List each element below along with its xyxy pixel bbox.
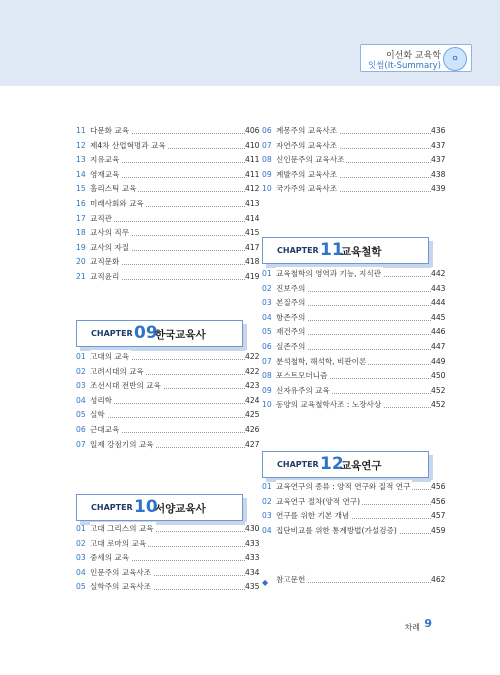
entry-number: 01: [262, 482, 272, 491]
toc-entry: [76, 270, 259, 285]
entry-title: 계발주의 교육사조: [276, 168, 339, 183]
entry-title: 제4차 산업혁명과 교육: [90, 139, 168, 154]
toc-entry: [76, 566, 259, 581]
entry-page: 438: [431, 168, 445, 183]
toc-entry: [76, 522, 259, 537]
entry-title: 진보주의: [276, 282, 307, 297]
entry-number: 07: [76, 439, 86, 449]
entry-page: 444: [431, 296, 445, 311]
entry-title: 홀리스틱 교육: [90, 182, 138, 197]
entry-number: 01: [76, 524, 86, 533]
entry-page: 412: [245, 182, 259, 197]
entry-number: 02: [262, 496, 272, 506]
entry-title: 고대의 교육: [90, 350, 131, 365]
entry-title: 분석철학, 해석학, 비판이론: [276, 355, 368, 370]
leader-dots: [90, 417, 245, 418]
entry-title: 연구를 위한 기본 개념: [276, 509, 351, 524]
toc-entry: [262, 495, 445, 510]
toc-entry: [76, 423, 259, 438]
toc-list-ch09: [76, 350, 259, 452]
entry-page: 417: [245, 241, 259, 256]
entry-number: 04: [76, 395, 86, 405]
entry-title: 자연주의 교육사조: [276, 139, 339, 154]
entry-title: 영재교육: [90, 168, 121, 183]
entry-number: 14: [76, 169, 86, 179]
entry-title: 실학주의 교육사조: [90, 580, 153, 595]
entry-title: 계몽주의 교육사조: [276, 124, 339, 139]
toc-entry: [76, 350, 259, 365]
entry-page: 430: [245, 522, 259, 537]
toc-entry: [76, 394, 259, 409]
toc-entry: [262, 124, 445, 139]
toc-entry: [76, 212, 259, 227]
chapter-11-header: CHAPTER 11 교육철학: [262, 237, 429, 264]
entry-page: 452: [431, 398, 445, 413]
entry-page: 410: [245, 139, 259, 154]
toc-entry: [76, 241, 259, 256]
entry-number: 06: [262, 341, 272, 351]
entry-number: 10: [262, 400, 272, 410]
toc-entry: [76, 580, 259, 595]
entry-title: 조선시대 전반의 교육: [90, 379, 163, 394]
entry-page: 446: [431, 325, 445, 340]
entry-number: 04: [262, 312, 272, 322]
entry-number: 05: [76, 410, 86, 420]
entry-number: 02: [76, 538, 86, 548]
entry-number: 16: [76, 198, 86, 208]
toc-entry: [262, 524, 445, 539]
entry-number: 10: [262, 184, 272, 194]
entry-title: 성리학: [90, 394, 114, 409]
entry-page: 411: [245, 168, 259, 183]
toc-list-ch11: [262, 267, 445, 413]
entry-number: 06: [76, 424, 86, 434]
entry-page: 457: [431, 509, 445, 524]
toc-entry: [76, 139, 259, 154]
chapter-12-header: CHAPTER 12 교육연구: [262, 451, 429, 478]
entry-title: 중세의 교육: [90, 551, 131, 566]
brand-subtitle: 잇썸(It-Summary): [367, 61, 441, 71]
entry-page: 437: [431, 139, 445, 154]
entry-page: 450: [431, 369, 445, 384]
toc-entry: [262, 340, 445, 355]
entry-title: 교직윤리: [90, 270, 121, 285]
entry-page: 425: [245, 408, 259, 423]
entry-title: 고대 그리스의 교육: [90, 522, 156, 537]
toc-entry: [262, 311, 445, 326]
entry-title: 일제 강점기의 교육: [90, 438, 156, 453]
entry-number: 13: [76, 155, 86, 165]
toc-entry: [76, 255, 259, 270]
entry-page: 411: [245, 153, 259, 168]
toc-entry: [262, 384, 445, 399]
entry-page: 423: [245, 379, 259, 394]
toc-entry: [262, 355, 445, 370]
toc-entry: [262, 509, 445, 524]
entry-number: 01: [262, 269, 272, 278]
entry-title: 교육철학의 영역과 기능, 지식관: [276, 267, 383, 282]
entry-number: 07: [262, 140, 272, 150]
entry-number: 03: [76, 553, 86, 563]
entry-title: 고려시대의 교육: [90, 365, 146, 380]
entry-page: 443: [431, 282, 445, 297]
toc-entry: [76, 537, 259, 552]
mascot-icon: ㅇ: [443, 47, 467, 71]
entry-title: 교직문화: [90, 255, 121, 270]
entry-title: 미래사회와 교육: [90, 197, 146, 212]
entry-title: 다문화 교육: [90, 124, 131, 139]
entry-page: 415: [245, 226, 259, 241]
toc-entry: [76, 408, 259, 423]
entry-page: 433: [245, 551, 259, 566]
entry-page: 459: [431, 524, 445, 539]
toc-entry: [76, 226, 259, 241]
entry-title: 교육연구의 종류 : 양적 연구와 질적 연구: [276, 480, 412, 495]
entry-number: 01: [76, 352, 86, 361]
book-brand: [360, 44, 472, 72]
toc-entry: [262, 267, 445, 282]
toc-entry: [262, 369, 445, 384]
entry-number: 02: [76, 366, 86, 376]
entry-title: 교직관: [90, 212, 114, 227]
entry-number: 21: [76, 271, 86, 281]
toc-entry: [262, 168, 445, 183]
toc-entry: [262, 182, 445, 197]
entry-title: 인문주의 교육사조: [90, 566, 153, 581]
entry-page: 414: [245, 212, 259, 227]
entry-page: 445: [431, 311, 445, 326]
toc-entry: [76, 551, 259, 566]
entry-number: 03: [262, 511, 272, 521]
entry-title: 근대교육: [90, 423, 121, 438]
toc-entry: [262, 398, 445, 413]
entry-page: 422: [245, 350, 259, 365]
entry-page: 435: [245, 580, 259, 595]
entry-title: 지유교육: [90, 153, 121, 168]
entry-page: 418: [245, 255, 259, 270]
entry-number: 08: [262, 371, 272, 381]
entry-title: 국가주의 교육사조: [276, 182, 339, 197]
chapter-10-header: CHAPTER 10 서양교육사: [76, 494, 243, 521]
toc-entry: [76, 365, 259, 380]
diamond-icon: ◆: [262, 578, 269, 587]
entry-page: 422: [245, 365, 259, 380]
toc-list-ch10-cont: [262, 124, 445, 197]
brand-title: 이선화 교육학: [385, 51, 441, 61]
entry-title: 재건주의: [276, 325, 307, 340]
entry-number: 19: [76, 242, 86, 252]
toc-entry: [262, 153, 445, 168]
entry-page: 413: [245, 197, 259, 212]
entry-number: 07: [262, 356, 272, 366]
entry-number: 15: [76, 184, 86, 194]
toc-list-ch12: [262, 480, 445, 538]
entry-page: 419: [245, 270, 259, 285]
entry-title: 신자유주의 교육: [276, 384, 332, 399]
entry-title: 교사의 자질: [90, 241, 131, 256]
chapter-09-header: CHAPTER 09 한국교육사: [76, 320, 243, 347]
entry-page: 433: [245, 537, 259, 552]
entry-number: 09: [262, 385, 272, 395]
toc-entry: [262, 139, 445, 154]
entry-number: 18: [76, 228, 86, 238]
entry-page: 447: [431, 340, 445, 355]
entry-page: 437: [431, 153, 445, 168]
references-page: 462: [431, 573, 445, 588]
entry-number: 09: [262, 169, 272, 179]
toc-entry: [76, 438, 259, 453]
entry-page: 436: [431, 124, 445, 139]
footer-label: 차례: [404, 623, 420, 632]
entry-page: 426: [245, 423, 259, 438]
entry-number: 12: [76, 140, 86, 150]
entry-number: 03: [76, 381, 86, 391]
entry-title: 동양의 교육철학사조 : 노장사상: [276, 398, 383, 413]
entry-number: 05: [262, 327, 272, 337]
entry-title: 실학: [90, 408, 107, 423]
entry-page: 439: [431, 182, 445, 197]
entry-title: 본질주의: [276, 296, 307, 311]
entry-page: 427: [245, 438, 259, 453]
entry-title: 신인문주의 교육사조: [276, 153, 346, 168]
entry-title: 집단비교를 위한 통계방법(가설검증): [276, 524, 399, 539]
entry-page: 456: [431, 480, 445, 495]
entry-page: 449: [431, 355, 445, 370]
entry-page: 434: [245, 566, 259, 581]
entry-page: 456: [431, 495, 445, 510]
entry-title: 항존주의: [276, 311, 307, 326]
entry-title: 교사의 직무: [90, 226, 131, 241]
toc-entry: [262, 325, 445, 340]
entry-title: 고대 로마의 교육: [90, 537, 148, 552]
entry-number: 11: [76, 126, 86, 135]
references-title: 참고문헌: [276, 573, 307, 588]
toc-entry: [262, 296, 445, 311]
entry-number: 04: [76, 567, 86, 577]
entry-number: 20: [76, 257, 86, 267]
entry-title: 실존주의: [276, 340, 307, 355]
toc-list-ch10: [76, 522, 259, 595]
toc-entry: [262, 480, 445, 495]
entry-number: 04: [262, 525, 272, 535]
header-band: [0, 0, 500, 86]
entry-page: 452: [431, 384, 445, 399]
page-number: 9: [424, 617, 432, 630]
toc-entry: [76, 197, 259, 212]
entry-number: 05: [76, 582, 86, 592]
toc-list-ch08-cont: [76, 124, 259, 285]
entry-number: 17: [76, 213, 86, 223]
entry-page: 442: [431, 267, 445, 282]
entry-title: 교육연구 절차(양적 연구): [276, 495, 362, 510]
entry-page: 406: [245, 124, 259, 139]
toc-entry: [76, 124, 259, 139]
toc-entry: [76, 182, 259, 197]
entry-title: 포스트모더니즘: [276, 369, 329, 384]
entry-number: 02: [262, 283, 272, 293]
entry-number: 08: [262, 155, 272, 165]
toc-entry: [76, 168, 259, 183]
entry-page: 424: [245, 394, 259, 409]
toc-entry: [262, 282, 445, 297]
toc-entry: [76, 379, 259, 394]
entry-number: 06: [262, 126, 272, 135]
entry-number: 03: [262, 298, 272, 308]
toc-entry: [76, 153, 259, 168]
references-entry: [262, 573, 445, 588]
